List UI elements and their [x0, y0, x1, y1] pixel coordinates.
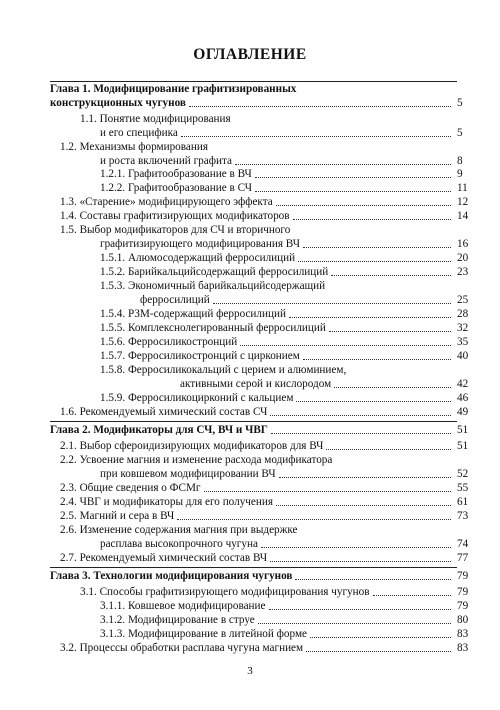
toc-page-number: 8 [457, 155, 463, 167]
page-title: ОГЛАВЛЕНИЕ [193, 46, 307, 63]
dot-leader [177, 519, 451, 520]
toc-entry-title: 1.3. «Старение» модифицирующего эффекта [60, 196, 273, 208]
toc-entry-title: и роста включений графита [100, 155, 232, 167]
toc-entry-title: ферросилиций [140, 294, 210, 306]
dot-leader [270, 561, 451, 562]
toc-page-number: 52 [457, 468, 469, 480]
dot-leader [276, 505, 451, 506]
divider [50, 567, 457, 568]
toc-entry-title: 1.5.7. Ферросиликостронций с цирконием [100, 350, 300, 362]
dot-leader [189, 106, 451, 107]
dot-leader [258, 623, 451, 624]
toc-page-number: 46 [457, 392, 469, 404]
toc-entry-title: 2.1. Выбор сфероидизирующих модификаторов для ВЧ [60, 440, 324, 452]
toc-page-number: 25 [457, 294, 469, 306]
toc-page-number: 83 [457, 628, 469, 640]
toc-entry-title: 1.2.2. Графитообразование в СЧ [100, 182, 253, 194]
toc-page-number: 5 [457, 97, 463, 109]
toc-entry-title: 3.2. Процессы обработки расплава чугуна магнием [60, 642, 304, 654]
dot-leader [235, 164, 451, 165]
toc-page-number: 73 [457, 510, 469, 522]
dot-leader [329, 331, 451, 332]
dot-leader [303, 359, 451, 360]
toc-entry-title: 2.5. Магний и сера в ВЧ [60, 510, 175, 522]
toc-page-number: 51 [457, 440, 469, 452]
dot-leader [334, 387, 451, 388]
toc-page-number: 20 [457, 252, 469, 264]
dot-leader [240, 345, 451, 346]
toc-entry-title: 1.5. Выбор модификаторов для СЧ и вторичного [60, 224, 291, 236]
dot-leader [310, 637, 451, 638]
toc-entry-title: 3.1.1. Ковшевое модифицирование [100, 600, 266, 612]
toc-entry-title: 3.1.3. Модифицирование в литейной форме [100, 628, 307, 640]
toc-entry-title: 3.1. Способы графитизирующего модифицирования чугунов [80, 586, 370, 598]
dot-leader [298, 261, 451, 262]
toc-entry-title: при ковшевом модифицировании ВЧ [100, 468, 276, 480]
dot-leader [271, 433, 451, 434]
toc-entry-title: 2.6. Изменение содержания магния при выдержке [60, 524, 298, 536]
dot-leader [181, 136, 451, 137]
toc-page-number: 51 [457, 424, 469, 436]
toc-page-number: 12 [457, 196, 469, 208]
toc-page-number: 35 [457, 336, 469, 348]
toc-entry-title: 1.4. Составы графитизирующих модификаторов [60, 210, 290, 222]
toc-entry-title: Глава 3. Технологии модифицирования чугунов [50, 570, 293, 582]
toc-page-number: 79 [457, 600, 469, 612]
toc-entry-title: 2.7. Рекомендуемый химический состав ВЧ [60, 552, 268, 564]
toc-page-number: 11 [457, 182, 468, 194]
toc-page-number: 28 [457, 308, 469, 320]
toc-entry-title: 1.5.6. Ферросиликостронций [100, 336, 238, 348]
dot-leader [303, 247, 451, 248]
page-number: 3 [247, 665, 253, 677]
toc-page-number: 16 [457, 238, 469, 250]
toc-entry-title: Глава 2. Модификаторы для СЧ, ВЧ и ЧВГ [50, 424, 268, 436]
toc-page-number: 32 [457, 322, 469, 334]
dot-leader [331, 275, 451, 276]
toc-entry-title: 2.2. Усвоение магния и изменение расхода модификатора [60, 454, 333, 466]
dot-leader [279, 477, 451, 478]
toc-page-number: 23 [457, 266, 469, 278]
dot-leader [289, 317, 451, 318]
toc-page-number: 40 [457, 350, 469, 362]
toc-entry-title: активными серой и кислородом [180, 378, 332, 390]
toc-page-number: 5 [457, 127, 463, 139]
toc-page-number: 77 [457, 552, 469, 564]
toc-entry-title: 1.5.8. Ферросиликокальций с церием и алюминием, [100, 364, 347, 376]
toc-entry-title: 1.6. Рекомендуемый химический состав СЧ [60, 406, 268, 418]
dot-leader [204, 491, 451, 492]
toc-entry-title: 1.5.9. Ферросиликоцирконий с кальцием [100, 392, 294, 404]
toc-entry-title: 3.1.2. Модифицирование в струе [100, 614, 255, 626]
toc-entry-title: расплава высокопрочного чугуна [100, 538, 258, 550]
dot-leader [213, 303, 451, 304]
toc-page-number: 49 [457, 406, 469, 418]
toc-page-number: 83 [457, 642, 469, 654]
dot-leader [255, 177, 451, 178]
toc-page-number: 42 [457, 378, 469, 390]
divider [50, 421, 457, 422]
dot-leader [306, 651, 451, 652]
toc-entry-title: 1.5.4. РЗМ-содержащий ферросилиций [100, 308, 286, 320]
dot-leader [269, 609, 452, 610]
toc-entry-title: 1.1. Понятие модифицирования [80, 113, 231, 125]
toc-entry-title: 1.2.1. Графитообразование в ВЧ [100, 168, 252, 180]
dot-leader [296, 401, 451, 402]
toc-page-number: 14 [457, 210, 469, 222]
toc-entry-title: 1.2. Механизмы формирования [60, 141, 208, 153]
toc-page-number: 61 [457, 496, 469, 508]
toc-page-number: 74 [457, 538, 469, 550]
dot-leader [255, 191, 451, 192]
toc-entry-title: 1.5.2. Барийкальцийсодержащий ферросилиций [100, 266, 329, 278]
dot-leader [261, 547, 451, 548]
toc-entry-title: и его специфика [100, 127, 178, 139]
toc-page-number: 80 [457, 614, 469, 626]
dot-leader [270, 415, 451, 416]
dot-leader [276, 205, 451, 206]
dot-leader [326, 449, 451, 450]
toc-entry-title: конструкционных чугунов [50, 97, 186, 109]
dot-leader [295, 579, 451, 580]
toc-page-number: 79 [457, 570, 469, 582]
dot-leader [373, 595, 451, 596]
toc-entry-title: 2.3. Общие сведения о ФСМг [60, 482, 201, 494]
toc-entry-title: 1.5.5. Комплекснолегированный ферросилиций [100, 322, 326, 334]
toc-page-number: 9 [457, 168, 463, 180]
toc-page-number: 55 [457, 482, 469, 494]
toc-entry-title: 1.5.3. Экономичный барийкальцийсодержащий [100, 280, 326, 292]
dot-leader [293, 219, 451, 220]
toc-page-number: 79 [457, 586, 469, 598]
divider [50, 81, 457, 82]
toc-entry-title: 2.4. ЧВГ и модификаторы для его получения [60, 496, 274, 508]
toc-entry-title: графитизирующего модифицирования ВЧ [100, 238, 300, 250]
toc-entry-title: 1.5.1. Алюмосодержащий ферросилиций [100, 252, 296, 264]
toc-entry-title: Глава 1. Модифицирование графитизированных [50, 83, 297, 95]
